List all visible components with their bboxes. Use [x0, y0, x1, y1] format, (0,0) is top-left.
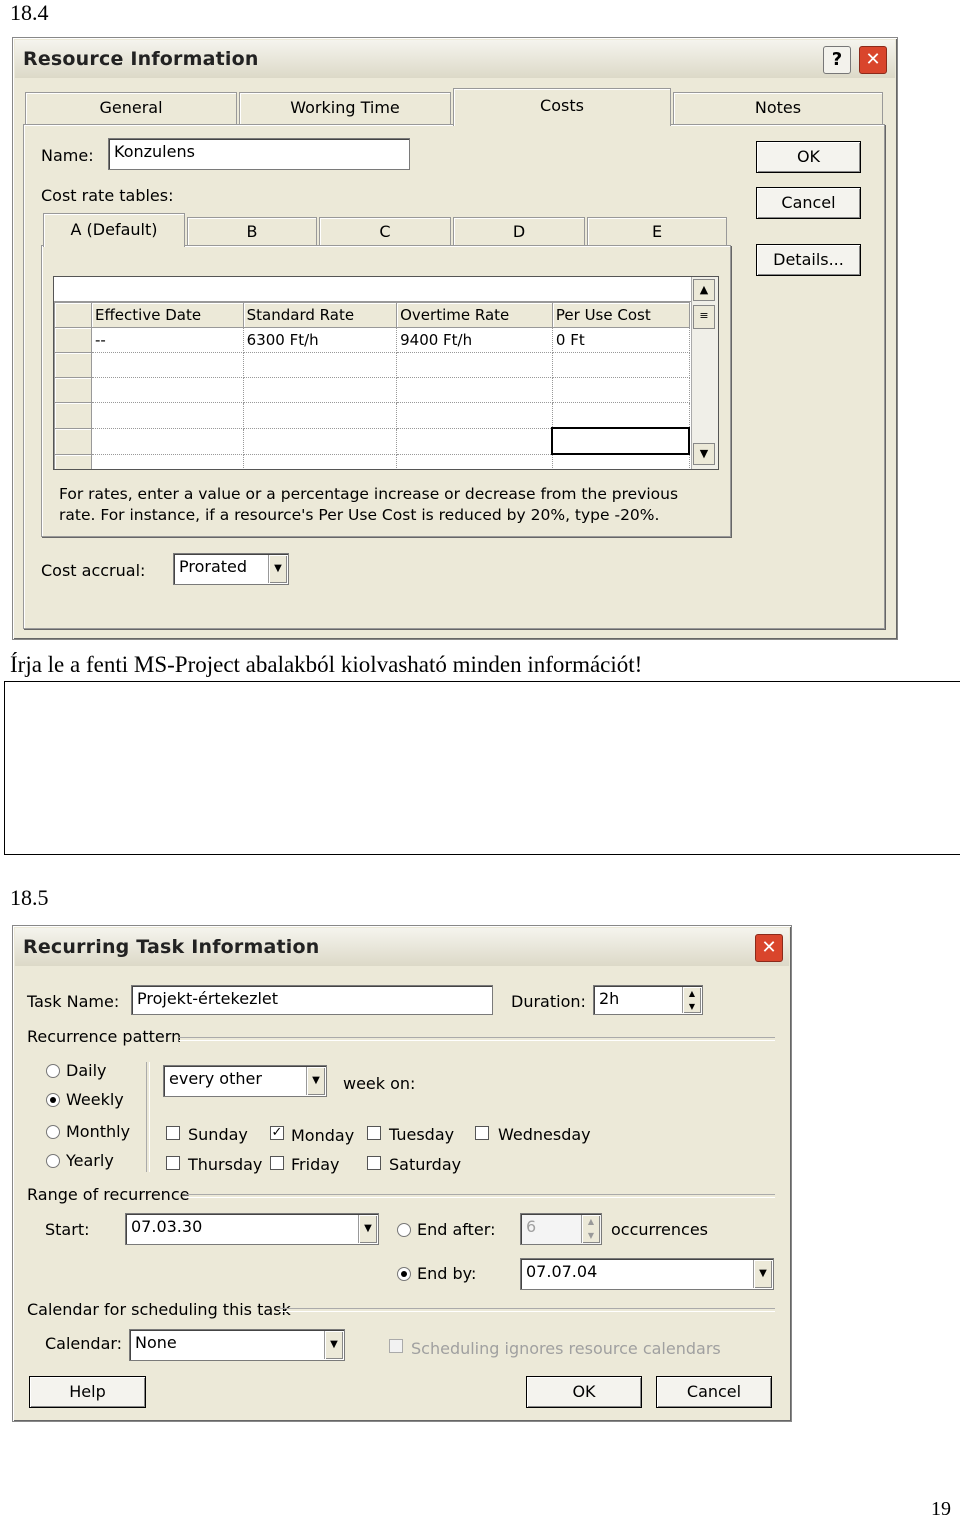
checkbox-wednesday[interactable] [475, 1126, 489, 1140]
col-per-use-cost[interactable]: Per Use Cost [552, 303, 689, 328]
end-by-value: 07.07.04 [526, 1262, 598, 1281]
cost-rate-table [54, 302, 690, 470]
radio-end-by[interactable] [397, 1267, 411, 1281]
cell-selected[interactable] [552, 428, 689, 454]
cell[interactable] [243, 378, 396, 403]
cell[interactable] [397, 353, 553, 378]
hint-line-2: rate. For instance, if a resource's Per Use Cost is reduced by 20%, type -20%. [59, 506, 660, 524]
checkbox-tuesday[interactable] [367, 1126, 381, 1140]
cell[interactable] [397, 403, 553, 429]
cell-effective-date[interactable]: -- [92, 328, 244, 353]
question-text: Írja le a fenti MS-Project abalakból kiolvasható minden információt! [10, 652, 643, 677]
duration-stepper[interactable] [593, 985, 703, 1015]
row-header[interactable] [55, 328, 92, 353]
ok-button[interactable]: OK [526, 1376, 642, 1408]
vertical-scrollbar[interactable] [691, 277, 718, 469]
radio-end-after[interactable] [397, 1223, 411, 1237]
cancel-button[interactable]: Cancel [656, 1376, 772, 1408]
cell[interactable] [243, 403, 396, 429]
title-bar [15, 40, 895, 78]
divider [279, 1308, 775, 1312]
task-name-input[interactable]: Projekt-értekezlet [131, 985, 493, 1015]
monthly-label: Monthly [66, 1122, 131, 1141]
cell[interactable] [92, 403, 244, 429]
week-on-label: week on: [343, 1074, 416, 1093]
page-number: 19 [931, 1498, 951, 1520]
table-row [55, 353, 690, 378]
ok-button[interactable]: OK [756, 141, 861, 173]
calendar-group-label: Calendar for scheduling this task [27, 1300, 291, 1319]
weekly-label: Weekly [66, 1090, 124, 1109]
start-date-select[interactable] [125, 1213, 379, 1245]
help-button[interactable]: Help [29, 1376, 146, 1408]
task-name-label: Task Name: [27, 992, 120, 1011]
monday-label: Monday [291, 1126, 355, 1145]
calendar-label: Calendar: [45, 1334, 123, 1353]
hint-line-1: For rates, enter a value or a percentage increase or decrease from the previous [59, 485, 679, 503]
radio-daily[interactable] [46, 1064, 60, 1078]
col-standard-rate[interactable]: Standard Rate [243, 303, 396, 328]
checkbox-saturday[interactable] [367, 1156, 381, 1170]
end-by-label: End by: [417, 1264, 477, 1283]
rate-tab-a[interactable] [43, 213, 185, 247]
start-label: Start: [45, 1220, 90, 1239]
checkbox-ignore-resource-calendars[interactable] [389, 1339, 403, 1353]
rate-tab-d[interactable] [453, 217, 585, 245]
checkbox-sunday[interactable] [166, 1126, 180, 1140]
table-row [55, 454, 690, 470]
table-row [55, 403, 690, 429]
end-after-value: 6 [526, 1217, 537, 1236]
wednesday-label: Wednesday [498, 1125, 591, 1144]
close-icon[interactable]: ✕ [755, 934, 783, 962]
radio-monthly[interactable] [46, 1125, 60, 1139]
thursday-label: Thursday [188, 1155, 263, 1174]
tab-working-time[interactable] [239, 92, 451, 124]
checkbox-monday[interactable]: ✓ [271, 1125, 283, 1140]
cell[interactable] [552, 454, 689, 470]
cell[interactable] [243, 454, 396, 470]
help-icon[interactable]: ? [823, 46, 851, 74]
range-of-recurrence-label: Range of recurrence [27, 1185, 190, 1204]
scroll-up-icon[interactable]: ▲ [693, 279, 715, 301]
name-label: Name: [41, 146, 94, 165]
dialog-title: Resource Information [23, 48, 259, 70]
cost-accrual-label: Cost accrual: [41, 561, 146, 580]
calendar-select[interactable] [129, 1329, 345, 1361]
yearly-label: Yearly [66, 1151, 114, 1170]
tab-label: Notes [754, 98, 802, 117]
scroll-down-icon[interactable]: ▼ [693, 443, 715, 465]
end-after-label: End after: [417, 1220, 496, 1239]
select-all-cell[interactable] [55, 303, 92, 328]
table-row [55, 378, 690, 403]
recurrence-pattern-label: Recurrence pattern [27, 1027, 182, 1046]
cell-overtime-rate[interactable]: 9400 Ft/h [397, 328, 553, 353]
start-value: 07.03.30 [131, 1217, 203, 1236]
friday-label: Friday [291, 1155, 340, 1174]
calendar-value: None [135, 1333, 177, 1352]
section-number-18-4: 18.4 [10, 0, 49, 25]
end-by-date-select[interactable] [520, 1258, 774, 1290]
divider [185, 1194, 775, 1198]
col-overtime-rate[interactable]: Overtime Rate [397, 303, 553, 328]
saturday-label: Saturday [389, 1155, 462, 1174]
cell[interactable] [397, 428, 553, 454]
tuesday-label: Tuesday [389, 1125, 455, 1144]
row-header[interactable] [55, 428, 92, 454]
row-header[interactable] [55, 353, 92, 378]
end-after-stepper[interactable] [520, 1213, 602, 1245]
section-number-18-5: 18.5 [10, 885, 49, 910]
tab-general[interactable] [25, 92, 237, 124]
cell-standard-rate[interactable]: 6300 Ft/h [243, 328, 396, 353]
chevron-down-icon[interactable]: ▼ [268, 555, 287, 583]
chevron-down-icon[interactable]: ▼ [306, 1067, 325, 1095]
every-select[interactable] [163, 1065, 327, 1097]
row-header[interactable] [55, 454, 92, 470]
cell[interactable] [243, 353, 396, 378]
cell[interactable] [92, 353, 244, 378]
duration-value: 2h [599, 989, 620, 1008]
cost-accrual-value: Prorated [179, 557, 248, 576]
tab-costs[interactable] [453, 88, 671, 126]
cell-per-use-cost[interactable]: 0 Ft [552, 328, 689, 353]
cost-rate-tables-label: Cost rate tables: [41, 186, 174, 205]
tab-label: B [246, 222, 258, 241]
radio-yearly[interactable] [46, 1154, 60, 1168]
row-header[interactable] [55, 403, 92, 429]
table-row [55, 328, 690, 353]
chevron-down-icon[interactable]: ▼ [324, 1331, 343, 1359]
sunday-label: Sunday [188, 1125, 248, 1144]
cell[interactable] [552, 378, 689, 403]
answer-box[interactable] [4, 681, 960, 855]
duration-label: Duration: [511, 992, 586, 1011]
row-header[interactable] [55, 378, 92, 403]
cell[interactable] [92, 454, 244, 470]
recurring-task-dialog [12, 925, 792, 1422]
divider [179, 1037, 775, 1041]
stepper-arrows-icon[interactable]: ▲ ▼ [581, 1215, 600, 1243]
cell[interactable] [92, 378, 244, 403]
chevron-down-icon[interactable]: ▼ [753, 1260, 772, 1288]
chevron-down-icon[interactable]: ▼ [358, 1215, 377, 1243]
stepper-arrows-icon[interactable]: ▲ ▼ [682, 987, 701, 1013]
grid-edit-bar[interactable] [54, 277, 718, 302]
col-effective-date[interactable]: Effective Date [92, 303, 244, 328]
cell[interactable] [397, 378, 553, 403]
table-row [55, 428, 690, 454]
tab-label: Costs [540, 96, 584, 115]
radio-weekly[interactable] [46, 1093, 60, 1107]
resource-information-dialog [12, 37, 898, 640]
rate-tab-b[interactable] [187, 217, 317, 245]
cell[interactable] [552, 403, 689, 429]
cell[interactable] [552, 353, 689, 378]
checkbox-thursday[interactable] [166, 1156, 180, 1170]
cancel-button[interactable]: Cancel [756, 187, 861, 219]
details-button[interactable]: Details... [756, 244, 861, 276]
occurrences-label: occurrences [611, 1220, 709, 1239]
tab-label: E [651, 222, 663, 241]
every-value: every other [169, 1069, 262, 1088]
tab-label: A (Default) [70, 220, 158, 239]
rate-tab-c[interactable] [319, 217, 451, 245]
checkbox-friday[interactable] [270, 1156, 284, 1170]
cost-accrual-select[interactable] [173, 553, 289, 585]
cell[interactable] [243, 428, 396, 454]
ignore-calendars-label: Scheduling ignores resource calendars [411, 1339, 721, 1358]
divider [146, 1062, 150, 1172]
dialog-title: Recurring Task Information [23, 936, 320, 958]
tab-label: Working Time [290, 98, 400, 117]
close-icon[interactable]: ✕ [859, 46, 887, 74]
daily-label: Daily [66, 1061, 107, 1080]
tab-notes[interactable] [673, 92, 883, 124]
cell[interactable] [397, 454, 553, 470]
title-bar [15, 928, 789, 966]
tab-label: C [379, 222, 391, 241]
tab-label: D [512, 222, 526, 241]
cell[interactable] [92, 428, 244, 454]
rate-tab-e[interactable] [587, 217, 727, 245]
scroll-thumb[interactable]: ≡ [693, 305, 715, 329]
table-header-row [55, 303, 690, 328]
name-input[interactable]: Konzulens [108, 138, 410, 170]
tab-label: General [99, 98, 163, 117]
cost-rate-grid[interactable] [53, 276, 719, 470]
